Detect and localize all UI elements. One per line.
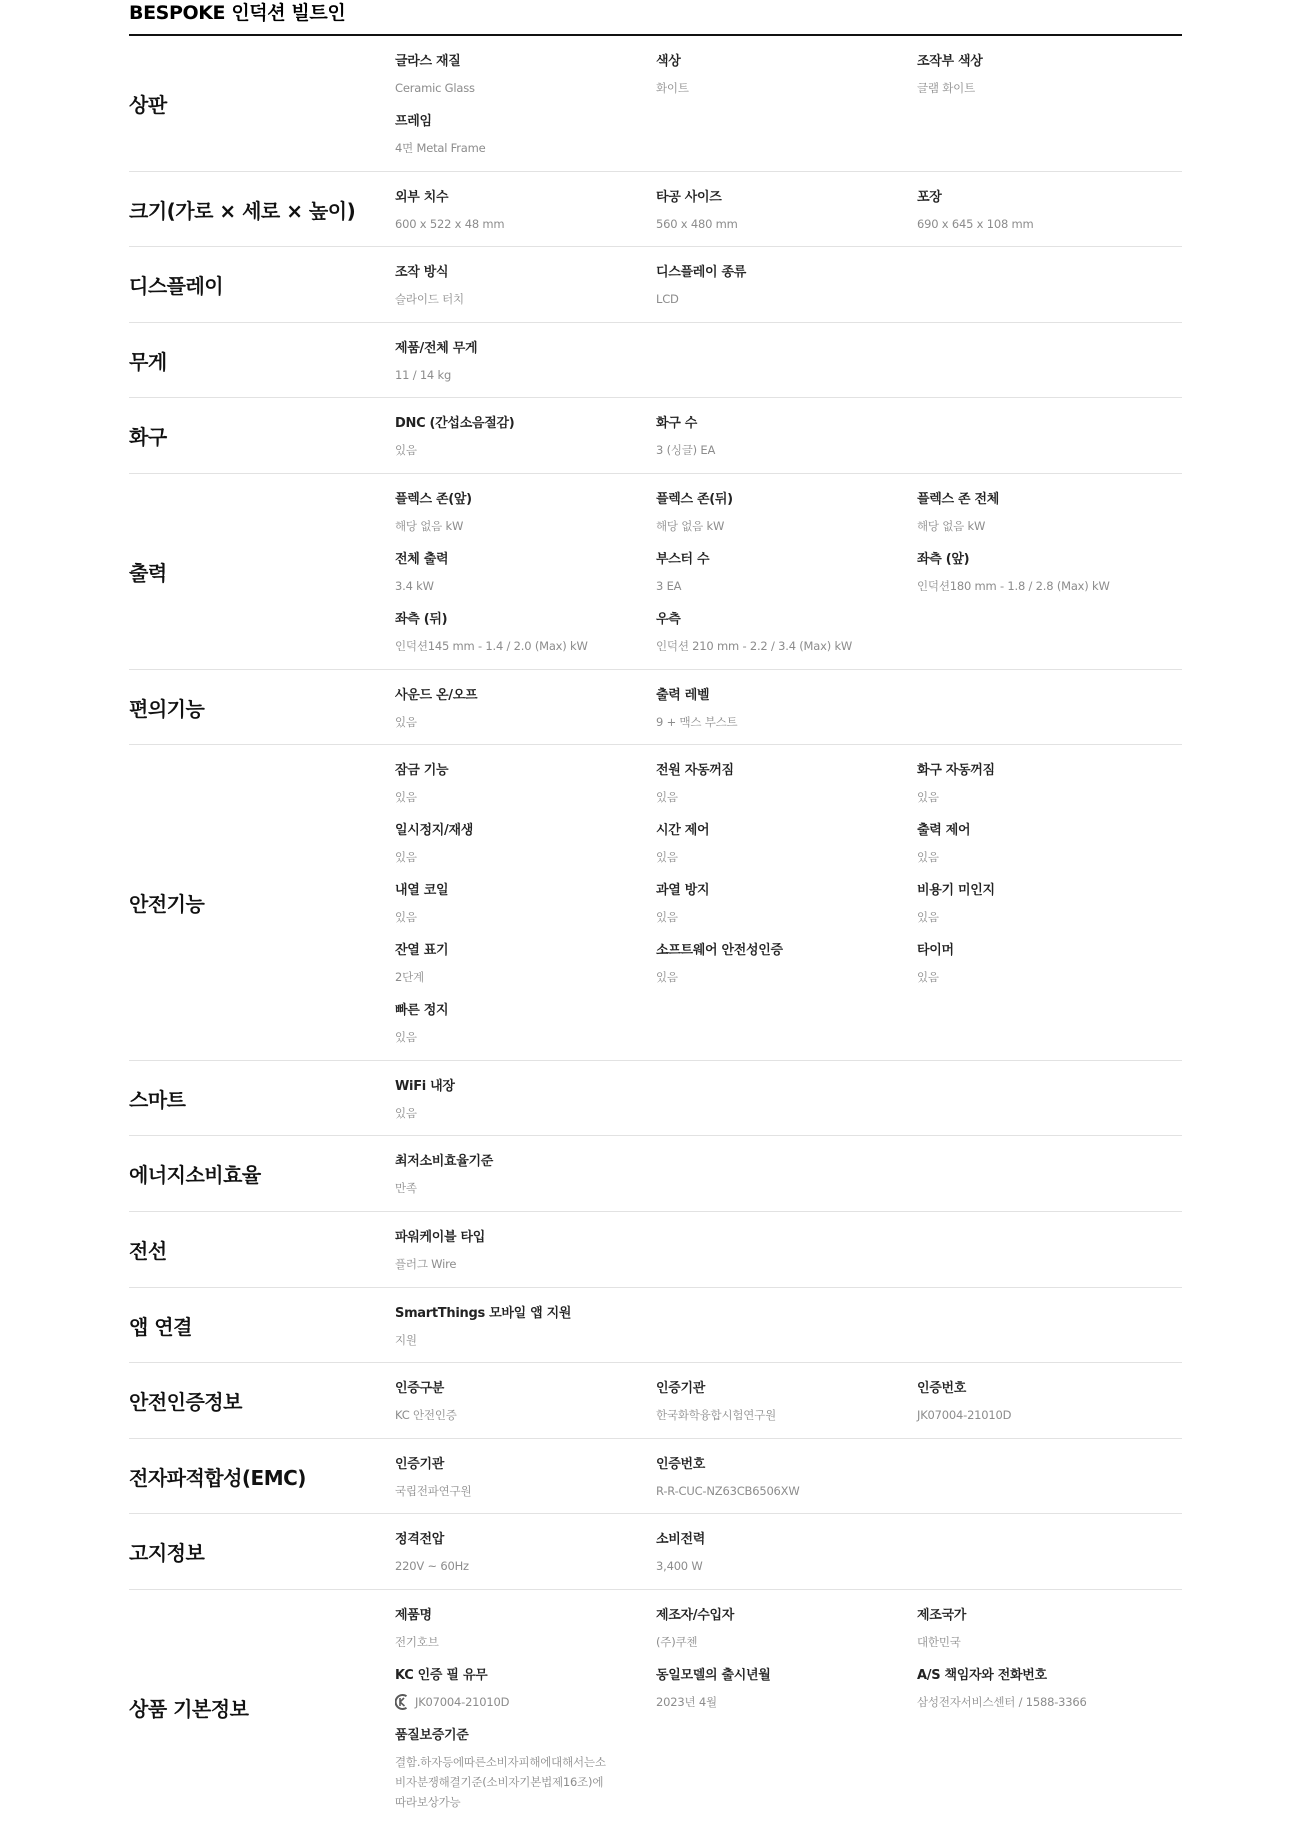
spec-grid <box>395 490 1178 656</box>
spec-name: 포장 <box>917 189 942 205</box>
spec-value: 3 EA <box>656 578 682 593</box>
spec-value: 삼성전자서비스센터 / 1588-3366 <box>917 1694 1087 1709</box>
spec-name: 시간 제어 <box>656 823 710 839</box>
spec-value: 있음 <box>395 443 417 458</box>
spec-name: 동일모델의 출시년월 <box>656 1667 771 1683</box>
spec-grid <box>395 52 1178 158</box>
spec-name: 조작 방식 <box>395 265 449 281</box>
section-emc <box>129 1439 1182 1515</box>
section-basic-product-info <box>129 1590 1182 1825</box>
section-weight <box>129 323 1182 399</box>
spec-grid <box>395 1228 1178 1274</box>
section-safety-features <box>129 745 1182 1061</box>
spec-value: 3.4 kW <box>395 578 434 593</box>
spec-item <box>395 490 656 536</box>
spec-name: 비용기 미인지 <box>917 883 995 899</box>
spec-name: 잠금 기능 <box>395 763 449 779</box>
spec-item <box>395 112 656 158</box>
spec-name: 좌측 (앞) <box>917 551 970 567</box>
spec-name: 부스터 수 <box>656 551 710 567</box>
spec-item <box>656 52 917 98</box>
spec-value-multiline <box>395 1752 656 1812</box>
spec-item <box>395 1304 656 1350</box>
spec-value: 2023년 4월 <box>656 1694 717 1709</box>
spec-value: 대한민국 <box>917 1634 961 1649</box>
spec-value-line: 비자분쟁해결기준(소비자기본법제16조)에 <box>395 1774 604 1789</box>
spec-item <box>656 610 917 656</box>
spec-item <box>656 686 917 732</box>
spec-value: (주)쿠첸 <box>656 1634 698 1649</box>
spec-name: 출력 제어 <box>917 823 971 839</box>
spec-item <box>395 1530 656 1576</box>
spec-grid <box>395 339 1178 385</box>
spec-value: 있음 <box>917 910 939 925</box>
spec-name: 최저소비효율기준 <box>395 1154 494 1170</box>
spec-item <box>395 1455 656 1501</box>
spec-name: 정격전압 <box>395 1532 445 1548</box>
spec-name: 파워케이블 타입 <box>395 1229 486 1245</box>
spec-value: 있음 <box>395 850 417 865</box>
section-top-plate <box>129 36 1182 172</box>
section-label: 상품 기본정보 <box>129 1696 249 1721</box>
spec-value: 560 x 480 mm <box>656 216 738 231</box>
section-power-output <box>129 474 1182 670</box>
spec-name: 사운드 온/오프 <box>395 687 478 703</box>
spec-value: JK07004-21010D <box>415 1694 510 1709</box>
spec-name: 화구 수 <box>656 416 697 432</box>
spec-value: 있음 <box>917 970 939 985</box>
spec-value: 해당 없음 kW <box>656 518 725 533</box>
spec-name: 제조국가 <box>917 1607 967 1623</box>
spec-name: KC 인증 필 유무 <box>395 1667 488 1683</box>
spec-grid <box>395 1152 1178 1198</box>
spec-value-line: 결함.하자등에따른소비자피해에대해서는소 <box>395 1754 606 1769</box>
spec-item <box>656 550 917 596</box>
spec-item <box>917 52 1178 98</box>
spec-item <box>395 52 656 98</box>
section-label: 편의기능 <box>129 696 205 721</box>
section-label: 고지정보 <box>129 1541 205 1566</box>
spec-item <box>917 1666 1178 1712</box>
spec-name: 프레임 <box>395 114 432 129</box>
spec-value: R-R-CUC-NZ63CB6506XW <box>656 1483 800 1498</box>
section-label: 에너지소비효율 <box>129 1163 261 1188</box>
section-label: 크기(가로 × 세로 × 높이) <box>129 198 356 223</box>
spec-grid <box>395 414 1178 460</box>
spec-grid <box>395 1077 1178 1123</box>
spec-grid <box>395 1304 1178 1350</box>
section-label: 무게 <box>129 349 167 374</box>
spec-item <box>917 490 1178 536</box>
spec-value: 한국화학융합시험연구원 <box>656 1408 776 1423</box>
spec-name: 인증기관 <box>395 1456 445 1472</box>
spec-value: 있음 <box>656 910 678 925</box>
spec-value: 국립전파연구원 <box>395 1483 472 1498</box>
spec-item <box>395 1666 656 1712</box>
spec-value: LCD <box>656 292 679 307</box>
section-convenience-features <box>129 670 1182 746</box>
spec-value: 인덕션 210 mm - 2.2 / 3.4 (Max) kW <box>656 638 853 653</box>
section-label: 디스플레이 <box>129 274 224 299</box>
spec-item <box>917 1379 1178 1425</box>
spec-name: 소프트웨어 안전성인증 <box>656 943 783 959</box>
spec-name: 인증구분 <box>395 1381 445 1397</box>
spec-value: 만족 <box>395 1181 417 1196</box>
spec-value: 4면 Metal Frame <box>395 141 486 155</box>
spec-item <box>395 1001 656 1047</box>
spec-value: 해당 없음 kW <box>395 518 464 533</box>
spec-value: 인덕션180 mm - 1.8 / 2.8 (Max) kW <box>917 578 1110 593</box>
section-label: 상판 <box>129 93 167 117</box>
spec-value: 해당 없음 kW <box>917 518 986 533</box>
spec-name: SmartThings 모바일 앱 지원 <box>395 1305 572 1321</box>
spec-item <box>656 1455 917 1501</box>
spec-grid <box>395 263 1178 309</box>
spec-item <box>656 1666 917 1712</box>
spec-item <box>395 686 656 732</box>
spec-item <box>395 1077 656 1123</box>
section-label: 앱 연결 <box>129 1314 192 1339</box>
spec-value: 전기호브 <box>395 1634 439 1649</box>
spec-value: JK07004-21010D <box>917 1408 1012 1423</box>
spec-item <box>395 1379 656 1425</box>
spec-item <box>395 1606 656 1652</box>
spec-name: A/S 책임자와 전화번호 <box>917 1667 1047 1683</box>
spec-item <box>917 761 1178 807</box>
section-smart <box>129 1061 1182 1137</box>
spec-value: 있음 <box>917 790 939 805</box>
spec-name: 인증번호 <box>917 1381 967 1397</box>
spec-name: 글라스 재질 <box>395 54 461 69</box>
spec-value: 지원 <box>395 1332 417 1347</box>
spec-value: 글램 화이트 <box>917 81 975 95</box>
spec-name: 전체 출력 <box>395 551 449 567</box>
spec-value: 있음 <box>395 1105 417 1120</box>
spec-item <box>395 550 656 596</box>
spec-name: 과열 방지 <box>656 883 710 899</box>
spec-name: 빠른 정지 <box>395 1003 449 1019</box>
spec-grid <box>395 1455 1178 1501</box>
spec-item <box>656 188 917 234</box>
spec-name: 제품명 <box>395 1607 432 1623</box>
spec-value: 220V ~ 60Hz <box>395 1559 469 1574</box>
spec-value-line: 따라보상가능 <box>395 1794 461 1809</box>
spec-page <box>129 0 1182 1825</box>
section-energy-efficiency <box>129 1136 1182 1212</box>
page-title: BESPOKE 인덕션 빌트인 <box>129 0 1182 36</box>
spec-name: 디스플레이 종류 <box>656 265 747 281</box>
section-app-connection <box>129 1288 1182 1364</box>
spec-item <box>395 610 656 656</box>
spec-item <box>656 821 917 867</box>
spec-item <box>917 1606 1178 1652</box>
spec-item <box>656 490 917 536</box>
spec-value: 플러그 Wire <box>395 1256 457 1271</box>
spec-name: 타이머 <box>917 943 954 959</box>
spec-name: 외부 치수 <box>395 189 449 205</box>
section-label: 스마트 <box>129 1087 186 1112</box>
spec-name: 품질보증기준 <box>395 1727 469 1743</box>
spec-name: 플렉스 존 전체 <box>917 491 999 507</box>
spec-item <box>917 881 1178 927</box>
spec-value: 있음 <box>395 910 417 925</box>
spec-name: 제품/전체 무게 <box>395 340 478 356</box>
section-label: 전자파적합성(EMC) <box>129 1465 306 1490</box>
section-label: 안전기능 <box>129 892 205 917</box>
spec-item <box>395 821 656 867</box>
spec-value: 있음 <box>917 850 939 865</box>
spec-name: 전원 자동꺼짐 <box>656 763 734 779</box>
spec-name: WiFi 내장 <box>395 1078 455 1094</box>
spec-name: 플렉스 존(뒤) <box>656 491 733 507</box>
spec-name: 인증기관 <box>656 1381 706 1397</box>
spec-item <box>656 414 917 460</box>
spec-item <box>917 941 1178 987</box>
spec-value: 화이트 <box>656 81 689 95</box>
spec-value: 슬라이드 터치 <box>395 292 464 307</box>
spec-item <box>395 339 656 385</box>
spec-item <box>656 881 917 927</box>
spec-name: 화구 자동꺼짐 <box>917 763 995 779</box>
spec-item <box>395 263 656 309</box>
section-notice-info <box>129 1514 1182 1590</box>
spec-item <box>395 1726 656 1812</box>
spec-grid <box>395 1379 1178 1425</box>
spec-name: 플렉스 존(앞) <box>395 491 472 507</box>
spec-item <box>395 1152 656 1198</box>
spec-name: 우측 <box>656 611 681 627</box>
spec-item <box>656 761 917 807</box>
spec-value: 3,400 W <box>656 1559 703 1574</box>
section-label: 전선 <box>129 1238 167 1263</box>
spec-item <box>395 761 656 807</box>
spec-grid <box>395 761 1178 1047</box>
spec-value: 있음 <box>656 970 678 985</box>
spec-value: 2단계 <box>395 970 424 985</box>
spec-item <box>917 550 1178 596</box>
spec-item <box>917 821 1178 867</box>
spec-name: 인증번호 <box>656 1456 706 1472</box>
section-safety-certification <box>129 1363 1182 1439</box>
spec-value: 있음 <box>656 850 678 865</box>
spec-name: 제조자/수입자 <box>656 1607 734 1623</box>
spec-value: 690 x 645 x 108 mm <box>917 216 1034 231</box>
spec-value: 있음 <box>395 790 417 805</box>
spec-item <box>656 1530 917 1576</box>
spec-name: 조작부 색상 <box>917 54 983 69</box>
spec-item <box>395 1228 656 1274</box>
spec-name: 일시정지/재생 <box>395 823 473 839</box>
spec-item <box>395 941 656 987</box>
section-label: 안전인증정보 <box>129 1390 242 1415</box>
spec-item <box>656 263 917 309</box>
spec-item <box>917 188 1178 234</box>
spec-value: 있음 <box>395 1030 417 1045</box>
spec-value-with-icon <box>395 1692 656 1712</box>
spec-value: KC 안전인증 <box>395 1408 457 1423</box>
spec-name: 잔열 표기 <box>395 943 449 959</box>
section-label: 화구 <box>129 425 167 450</box>
spec-value: Ceramic Glass <box>395 81 475 95</box>
spec-grid <box>395 1606 1178 1812</box>
spec-name: 타공 사이즈 <box>656 189 722 205</box>
spec-grid <box>395 686 1178 732</box>
spec-value: 있음 <box>395 714 417 729</box>
spec-name: 내열 코일 <box>395 883 449 899</box>
section-burners <box>129 398 1182 474</box>
section-label: 출력 <box>129 560 167 585</box>
spec-name: DNC (간섭소음절감) <box>395 416 515 432</box>
spec-value: 11 / 14 kg <box>395 367 452 382</box>
spec-value: 인덕션145 mm - 1.4 / 2.0 (Max) kW <box>395 638 588 653</box>
section-power-cable <box>129 1212 1182 1288</box>
spec-name: 좌측 (뒤) <box>395 611 448 627</box>
spec-item <box>656 1606 917 1652</box>
spec-item <box>656 941 917 987</box>
spec-item <box>656 1379 917 1425</box>
section-display <box>129 247 1182 323</box>
kc-certification-mark-icon <box>395 1694 409 1710</box>
spec-name: 색상 <box>656 54 681 69</box>
section-dimensions <box>129 172 1182 248</box>
spec-name: 소비전력 <box>656 1532 706 1548</box>
spec-grid <box>395 1530 1178 1576</box>
spec-value: 600 x 522 x 48 mm <box>395 216 505 231</box>
spec-name: 출력 레벨 <box>656 687 710 703</box>
spec-value: 있음 <box>656 790 678 805</box>
spec-value: 3 (싱글) EA <box>656 443 716 458</box>
spec-item <box>395 881 656 927</box>
spec-item <box>395 188 656 234</box>
spec-value: 9 + 맥스 부스트 <box>656 714 738 729</box>
spec-grid <box>395 188 1178 234</box>
spec-item <box>395 414 656 460</box>
